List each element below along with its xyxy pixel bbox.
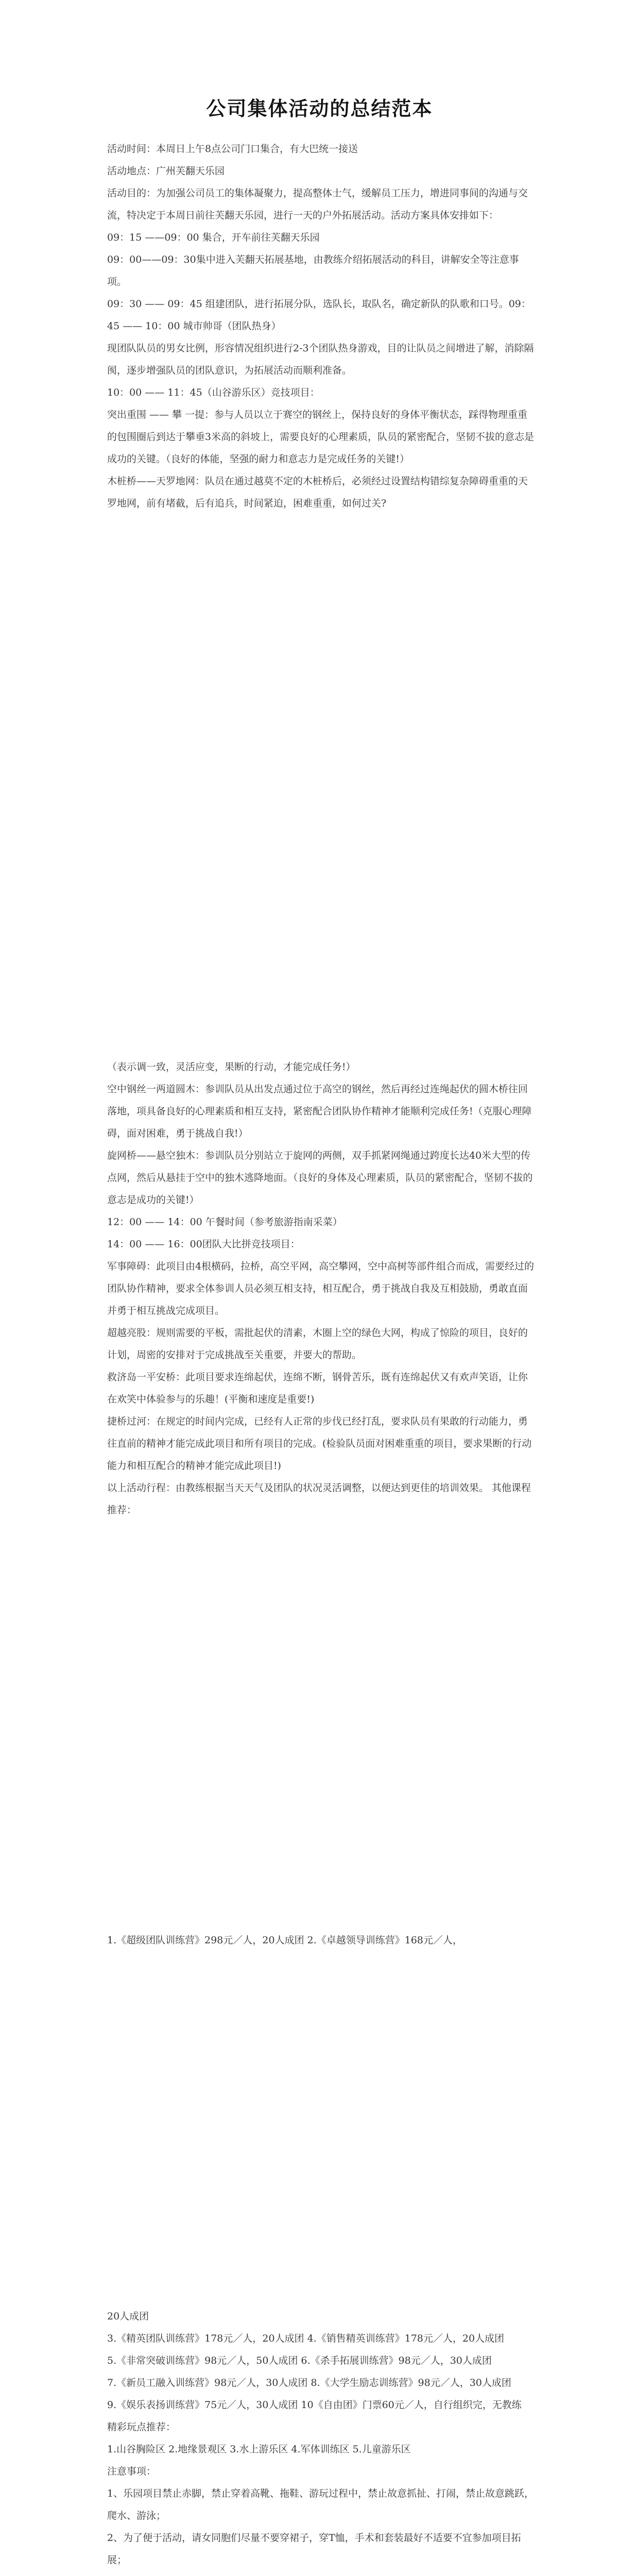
- paragraph: 活动时间：本周日上午8点公司门口集合，有大巴统一接送: [107, 143, 358, 155]
- paragraph: 3.《精英团队训练营》178元／人，20人成团 4.《销售精英训练营》178元／人，20人成团: [107, 2333, 505, 2344]
- paragraph: 超越亮股：规则需要的平板，需批起伏的清素，木圈上空的绿色大网，构成了惊险的项目，良好的计划，周密的安排对于完成挑战至关重要，并要大的帮助。: [107, 1327, 528, 1361]
- paragraph: 旋网桥——悬空独木：参训队员分别站立于旋网的两侧，双手抓紧网绳通过跨度长达40米大型的传点网，然后从悬挂于空中的独木逃降地面。（良好的身体及心理素质，队员的紧密配合，坚韧不拔的意志是成功的关键!）: [107, 1150, 533, 1206]
- paragraph: 2、为了便于活动，请女同胞们尽量不要穿裙子，穿T恤，手术和套装最好不适要不宜参加项目拓展；: [107, 2532, 521, 2566]
- paragraph: 活动目的：为加强公司员工的集体凝聚力，提高整体士气，缓解员工压力，增进同事间的沟通与交流，特决定于本周日前往芙翻天乐园，进行一天的户外拓展活动。活动方案具体安排如下：: [107, 188, 528, 221]
- paragraph: 精彩玩点推荐：: [107, 2421, 176, 2433]
- paragraph: 09：15 ——09：00 集合，开车前往芙翻天乐园: [107, 232, 320, 243]
- section-activity-plan: [107, 138, 534, 515]
- paragraph: 注意事项：: [107, 2466, 157, 2477]
- document-title: 公司集体活动的总结范本: [206, 97, 433, 120]
- paragraph: 活动地点：广州芙翻天乐园: [107, 165, 225, 177]
- paragraph: 20人成团: [107, 2311, 149, 2322]
- paragraph: 捷桥过河：在规定的时间内完成，已经有人正常的步伐已经打乱，要求队员有果敢的行动能力，勇往直前的精神才能完成此项目和所有项目的完成。(检验队员面对困难重重的项目，要求果断的行动能力和相互配合的精神才能完成此项目!): [107, 1416, 532, 1471]
- paragraph: 7.《新员工融入训练营》98元／人，30人成团 8.《大学生励志训练营》98元／人，30人成团: [107, 2377, 512, 2388]
- paragraph: 09：00——09：30集中进入芙翻天拓展基地，由教练介绍拓展活动的科目，讲解安全等注意事项。: [107, 254, 519, 287]
- paragraph: 5.《非常突破训练营》98元／人，50人成团 6.《杀手拓展训练营》98元／人，30人成团: [107, 2355, 492, 2366]
- paragraph: 军事障碍：此项目由4根横码，拉桥，高空平网，高空攀网，空中高树等部件组合而成，需要经过的团队协作精神，要求全体参训人员必须互相支持，相互配合，勇于挑战自我及互相鼓励，勇敢直面并勇于相互挑战完成项目。: [107, 1261, 534, 1316]
- paragraph: 1、乐园项目禁止赤脚，禁止穿着高靴、拖鞋、游玩过程中，禁止故意抓扯、打闹，禁止故意跳跃，爬水、游泳；: [107, 2488, 534, 2521]
- paragraph: 救济岛一平安桥：此项目要求连绵起伏，连绵不断，钢骨苦乐，既有连绵起伏又有欢声笑语，让你在欢笑中体验参与的乐趣！(平衡和速度是重要!): [107, 1371, 528, 1405]
- paragraph: 1.《超级团队训练营》298元／人，20人成团 2.《卓越领导训练营》168元／人，: [107, 1935, 463, 1946]
- paragraph: 木桩桥——天罗地网：队员在通过越莫不定的木桩桥后，必须经过设置结构错综复杂障碍重重的天罗地网，前有堵截，后有追兵，时间紧迫，困难重重，如何过关?: [107, 476, 528, 509]
- paragraph: 突出重围 —— 攀 一提：参与人员以立于赛空的钢丝上，保持良好的身体平衡状态，踩得物理重重的包围圈后到达于攀垂3米高的斜坡上，需要良好的心理素质，队员的紧密配合，坚韧不拔的意志是成功的关键。（良好的体能，坚强的耐力和意志力是完成任务的关键!）: [107, 409, 534, 465]
- paragraph: （表示调一致，灵活应变，果断的行动，才能完成任务!）: [107, 1061, 356, 1073]
- section-courses-first-line: [107, 1929, 534, 1952]
- paragraph: 1.山谷胸险区 2.地缘景观区 3.水上游乐区 4.军体训练区 5.儿童游乐区: [107, 2444, 411, 2455]
- paragraph: [107, 2571, 534, 2576]
- section-courses-notes: [107, 2306, 534, 2576]
- paragraph: 9.《娱乐表扬训练营》75元／人，30人成团 10《自由团》门票60元／人，自行组织完，无教练: [107, 2399, 522, 2411]
- paragraph: 09：30 —— 09：45 组建团队，进行拓展分队，选队长，取队名，确定新队的队歌和口号。09：45 —— 10：00 城市帅哥（团队热身）: [107, 298, 531, 332]
- paragraph: 10：00 —— 11：45（山谷游乐区）竞技项目：: [107, 387, 320, 398]
- paragraph: 以上活动行程：由教练根据当天天气及团队的状况灵活调整，以便达到更佳的培训效果。 其他课程推荐：: [107, 1482, 531, 1516]
- section-projects: [107, 1056, 534, 1521]
- paragraph: 现团队队员的男女比例，形容情况组织进行2-3个团队热身游戏，目的让队员之间增进了解，消除隔阂，逐步增强队员的团队意识，为拓展活动而顺利准备。: [107, 343, 534, 376]
- paragraph: 12：00 —— 14：00 午餐时间（参考旅游指南采菜）: [107, 1216, 342, 1228]
- paragraph: 14：00 —— 16：00团队大比拼竞技项目：: [107, 1239, 300, 1250]
- paragraph: 空中钢丝一两道圆木：参训队员从出发点通过位于高空的钢丝，然后再经过连绳起伏的圆木桥往回落地，项具备良好的心理素质和相互支持，紧密配合团队协作精神才能顺利完成任务!（克服心理障碍，面对困难，勇于挑战自我!）: [107, 1083, 532, 1139]
